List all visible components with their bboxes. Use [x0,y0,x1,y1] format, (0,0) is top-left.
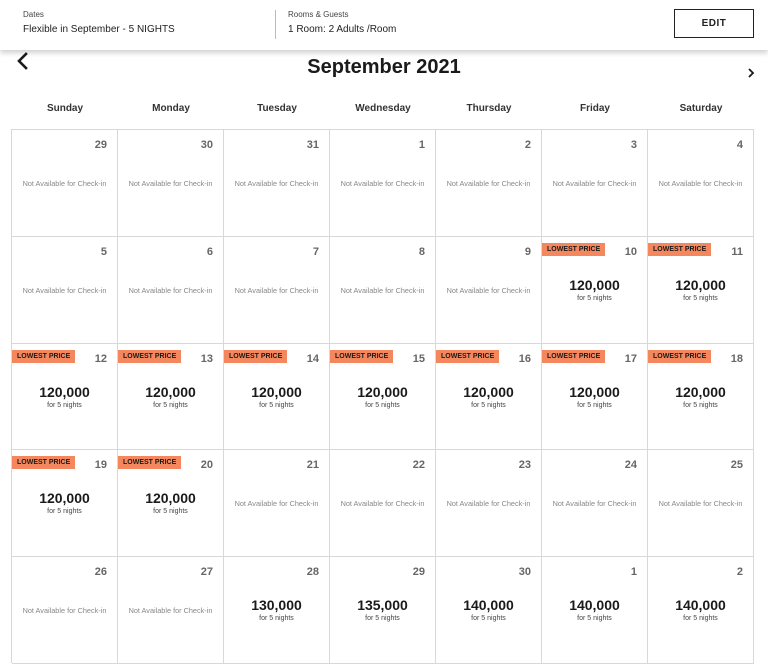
day-number: 10 [624,245,637,258]
day-number: 29 [94,139,107,151]
lowest-price-badge: LOWEST PRICE [224,350,287,363]
dates-value: Flexible in September - 5 NIGHTS [23,24,175,35]
search-summary-bar [0,0,768,50]
rooms-guests-label: Rooms & Guests [288,10,349,19]
day-number: 13 [200,352,213,365]
day-number: 16 [518,352,531,365]
lowest-price-badge: LOWEST PRICE [542,350,605,363]
price-value: 120,000 [463,383,514,400]
nights-text: for 5 nights [365,401,400,409]
day-number: 18 [730,352,743,365]
day-number: 11 [731,245,743,258]
price-value: 140,000 [569,597,620,614]
calendar-day-unavailable [118,237,224,344]
not-available-text: Not Available for Check-in [22,179,107,188]
nights-text: for 5 nights [259,401,294,409]
day-number: 8 [418,245,425,258]
calendar-day-available[interactable] [648,557,754,664]
day-number: 26 [94,566,107,579]
dates-field[interactable] [23,10,175,35]
day-number: 27 [200,566,213,579]
day-number: 6 [206,245,213,258]
day-number: 14 [306,352,319,365]
not-available-text: Not Available for Check-in [22,285,107,295]
lowest-price-badge: LOWEST PRICE [542,243,605,256]
calendar-day-unavailable [12,557,118,664]
calendar-day-unavailable [224,450,330,557]
nights-text: for 5 nights [365,615,400,623]
field-divider [275,10,276,39]
price-value: 120,000 [145,383,196,400]
price-value: 120,000 [145,490,196,507]
not-available-text: Not Available for Check-in [340,499,425,509]
day-number: 25 [730,459,743,472]
not-available-text: Not Available for Check-in [234,499,319,509]
nights-text: for 5 nights [153,508,188,516]
calendar-day-available[interactable] [648,237,754,344]
calendar-day-unavailable [330,450,436,557]
not-available-text: Not Available for Check-in [658,499,743,509]
day-number: 2 [524,139,531,151]
not-available-text: Not Available for Check-in [234,179,319,188]
calendar-grid [11,129,754,663]
weekday-label: Thursday [466,103,512,114]
day-number: 21 [306,459,319,472]
calendar-day-available[interactable] [224,344,330,451]
day-number: 31 [306,139,319,151]
calendar-day-available[interactable] [436,557,542,664]
not-available-text: Not Available for Check-in [552,499,637,509]
lowest-price-badge: LOWEST PRICE [118,350,181,363]
day-number: 20 [200,459,213,472]
price-value: 120,000 [675,276,726,293]
nights-text: for 5 nights [471,401,506,409]
calendar-day-unavailable [330,237,436,344]
day-number: 1 [418,139,425,151]
weekday-label: Monday [152,103,190,114]
day-number: 1 [630,566,637,579]
lowest-price-badge: LOWEST PRICE [12,456,75,469]
nights-text: for 5 nights [259,615,294,623]
price-value: 120,000 [357,383,408,400]
nights-text: for 5 nights [47,401,82,409]
weekday-label: Friday [579,103,610,114]
not-available-text: Not Available for Check-in [446,285,531,295]
calendar-day-available[interactable] [12,450,118,557]
price-value: 120,000 [569,276,620,293]
price-value: 120,000 [39,383,90,400]
calendar-day-unavailable [224,130,330,237]
lowest-price-badge: LOWEST PRICE [330,350,393,363]
calendar-day-unavailable [436,130,542,237]
calendar-day-available[interactable] [330,344,436,451]
lowest-price-badge: LOWEST PRICE [118,456,181,469]
day-number: 7 [312,245,319,258]
nights-text: for 5 nights [577,615,612,623]
not-available-text: Not Available for Check-in [128,179,213,188]
calendar-day-unavailable [12,130,118,237]
calendar-day-unavailable [436,450,542,557]
price-value: 120,000 [569,383,620,400]
lowest-price-badge: LOWEST PRICE [436,350,499,363]
nights-text: for 5 nights [683,294,718,302]
calendar-day-unavailable [648,130,754,237]
day-number: 9 [524,245,531,258]
nights-text: for 5 nights [577,294,612,302]
nights-text: for 5 nights [683,401,718,409]
day-number: 12 [94,352,107,365]
calendar-day-available[interactable] [542,557,648,664]
not-available-text: Not Available for Check-in [128,606,213,616]
calendar-day-available[interactable] [542,237,648,344]
not-available-text: Not Available for Check-in [234,285,319,295]
calendar-day-unavailable [330,130,436,237]
day-number: 5 [100,245,107,258]
price-value: 120,000 [39,490,90,507]
day-number: 3 [630,139,637,151]
nights-text: for 5 nights [683,615,718,623]
calendar-day-available[interactable] [118,450,224,557]
not-available-text: Not Available for Check-in [22,606,107,616]
calendar-day-available[interactable] [224,557,330,664]
day-number: 22 [412,459,425,472]
not-available-text: Not Available for Check-in [446,499,531,509]
lowest-price-badge: LOWEST PRICE [12,350,75,363]
calendar-day-unavailable [542,450,648,557]
day-number: 4 [736,139,743,151]
day-number: 23 [518,459,531,472]
next-month-button[interactable] [744,64,758,82]
day-number: 15 [412,352,425,365]
weekday-label: Saturday [679,103,723,114]
calendar-day-available[interactable] [436,344,542,451]
weekday-label: Sunday [46,103,84,114]
day-number: 29 [412,566,425,579]
calendar-day-available[interactable] [12,344,118,451]
price-value: 140,000 [463,597,514,614]
edit-button[interactable]: EDIT [674,9,754,38]
day-number: 24 [624,459,637,472]
day-number: 2 [736,566,743,579]
not-available-text: Not Available for Check-in [340,179,425,188]
day-number: 30 [200,139,213,151]
day-number: 28 [306,566,319,579]
day-number: 17 [624,352,637,365]
weekday-header [12,103,754,114]
calendar-day-unavailable [542,130,648,237]
not-available-text: Not Available for Check-in [340,285,425,295]
not-available-text: Not Available for Check-in [552,179,637,188]
calendar-day-unavailable [436,237,542,344]
rooms-guests-field[interactable] [288,10,396,35]
calendar-day-unavailable [224,237,330,344]
day-number: 19 [94,459,107,472]
lowest-price-badge: LOWEST PRICE [648,350,711,363]
not-available-text: Not Available for Check-in [658,179,743,188]
calendar-day-available[interactable] [118,344,224,451]
calendar-day-unavailable [648,450,754,557]
nights-text: for 5 nights [471,615,506,623]
weekday-label: Tuesday [257,103,297,114]
not-available-text: Not Available for Check-in [128,285,213,295]
month-title: September 2021 [307,56,461,78]
price-value: 120,000 [251,383,302,400]
price-value: 120,000 [675,383,726,400]
price-value: 140,000 [675,597,726,614]
rooms-guests-value: 1 Room: 2 Adults /Room [288,24,397,35]
chevron-right-icon [747,67,755,79]
dates-label: Dates [23,10,44,19]
calendar-day-available[interactable] [648,344,754,451]
calendar-day-available[interactable] [542,344,648,451]
nights-text: for 5 nights [47,508,82,516]
calendar-day-unavailable [118,557,224,664]
not-available-text: Not Available for Check-in [446,179,531,188]
day-number: 30 [518,566,531,579]
calendar-day-unavailable [118,130,224,237]
nights-text: for 5 nights [153,401,188,409]
price-value: 130,000 [251,597,302,614]
lowest-price-badge: LOWEST PRICE [648,243,711,256]
calendar-day-available[interactable] [330,557,436,664]
price-value: 135,000 [357,597,408,614]
calendar-day-unavailable [12,237,118,344]
weekday-label: Wednesday [355,103,411,114]
nights-text: for 5 nights [577,401,612,409]
